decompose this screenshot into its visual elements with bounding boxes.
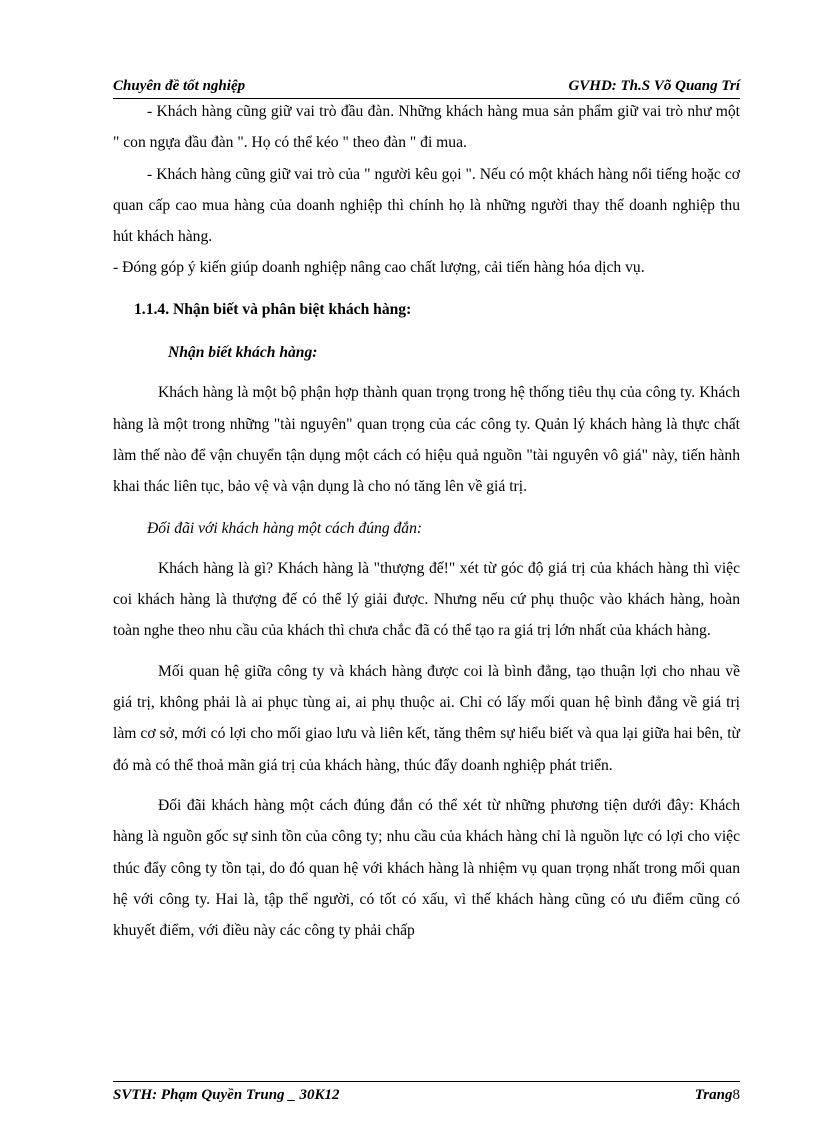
paragraph-identify: Khách hàng là một bộ phận hợp thành quan trọng trong hệ thống tiêu thụ của công ty. Khách hàng là một trong những "tài nguyên" quan trọng của các công ty. Quản lý khách hàng là thực chất làm thế nào để vận chuyển tận dụng một cách có hiệu quả nguồn "tài nguyên vô giá" này, tiến hành khai thác liên tục, bảo vệ và vận dụng là cho nó tăng lên về giá trị. xyxy=(113,384,740,496)
subheading-treatment: Đối đãi với khách hàng một cách đúng đắn: xyxy=(147,519,423,537)
paragraph-feedback: - Đóng góp ý kiến giúp doanh nghiệp nâng cao chất lượng, cải tiến hàng hóa dịch vụ. xyxy=(113,259,645,277)
paragraph-correct-treatment: Đối đãi khách hàng một cách đúng đắn có thể xét từ những phương tiện dưới đây: Khách hàng là nguồn gốc sự sinh tồn của công ty; nhu cầu của khách hàng chỉ là nguồn lực có lợi cho việc thúc đẩy công ty tồn tại, do đó quan hệ với khách hàng là nhiệm vụ quan trọng nhất trong mối quan hệ với công ty. Hai là, tập thể người, có tốt có xấu, vì thế khách hàng cũng có ưu điểm cũng có khuyết điểm, với điều này các công ty phải chấp xyxy=(113,796,740,940)
footer-page-label: Trang xyxy=(694,1087,733,1103)
paragraph-caller-role: - Khách hàng cũng giữ vai trò của " người kêu gọi ". Nếu có một khách hàng nổi tiếng hoặc cơ quan cấp cao mua hàng của doanh nghiệp thì chính họ là những người thay thế doanh nghiệp thu hút khách hàng. xyxy=(113,165,740,246)
footer-page-number: 8 xyxy=(732,1087,740,1103)
footer-student: SVTH: Phạm Quyền Trung _ 30K12 xyxy=(113,1087,340,1103)
header-advisor: GVHD: Th.S Võ Quang Trí xyxy=(568,78,740,94)
footer-page xyxy=(695,1087,740,1104)
header-course-title: Chuyên đề tốt nghiệp xyxy=(113,78,246,94)
paragraph-leading-role: - Khách hàng cũng giữ vai trò đầu đàn. Những khách hàng mua sản phẩm giữ vai trò như một " con ngựa đầu đàn ". Họ có thể kéo " theo đàn " đi mua. xyxy=(113,103,740,152)
page-body xyxy=(113,96,740,946)
page-footer xyxy=(113,1081,740,1106)
paragraph-relationship: Mối quan hệ giữa công ty và khách hàng được coi là bình đẳng, tạo thuận lợi cho nhau về giá trị, không phải là ai phục tùng ai, ai phụ thuộc ai. Chỉ có lấy mối quan hệ bình đẳng về giá trị làm cơ sở, mới có lợi cho mối giao lưu và liên kết, tăng thêm sự hiểu biết và qua lại giữa hai bên, từ đó mà có thể thoả mãn giá trị của khách hàng, thúc đẩy doanh nghiệp phát triển. xyxy=(113,662,740,774)
section-heading: 1.1.4. Nhận biết và phân biệt khách hàng: xyxy=(134,300,412,318)
subheading-identify: Nhận biết khách hàng: xyxy=(168,344,318,362)
paragraph-what-is-customer: Khách hàng là gì? Khách hàng là "thượng đế!" xét từ góc độ giá trị của khách hàng thì việc coi khách hàng là thượng đế có thể lý giải được. Nhưng nếu cứ phụ thuộc vào khách hàng, hoàn toàn nghe theo nhu cầu của khách thì chưa chắc đã có thể tạo ra giá trị lớn nhất của khách hàng. xyxy=(113,559,740,640)
